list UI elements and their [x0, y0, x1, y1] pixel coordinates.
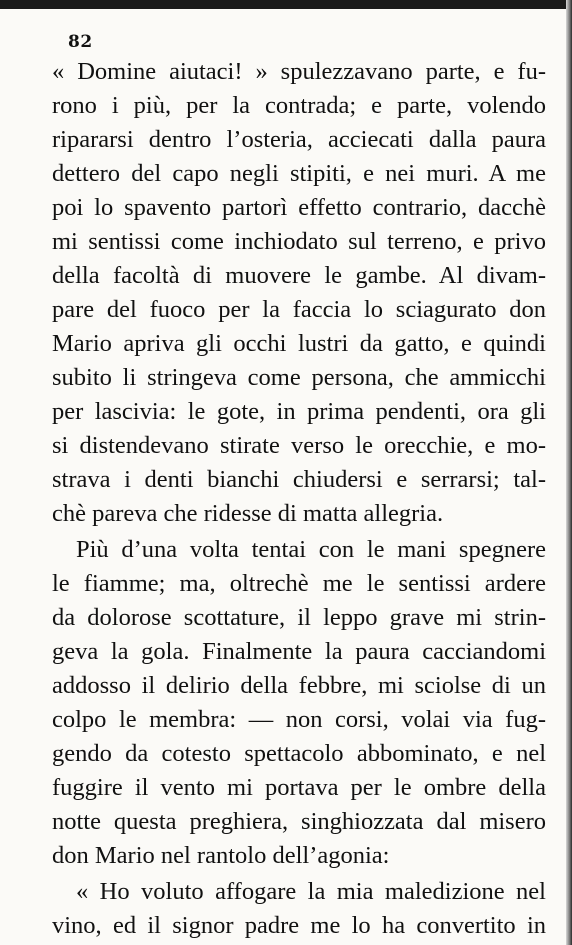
text-line: chè pareva che ridesse di matta allegria.: [52, 500, 444, 527]
text-line: per lascivia: le gote, in prima pendenti, ora gli: [52, 398, 546, 425]
text-line: « Ho voluto affogare la mia maledizione nel: [76, 878, 546, 905]
body-text: [52, 55, 546, 943]
text-line: notte questa preghiera, singhiozzata dal misero: [52, 808, 546, 835]
text-line: le fiamme; ma, oltrechè me le sentissi ardere: [52, 570, 546, 597]
page-binding-edge: [566, 0, 572, 945]
text-line: Più d’una volta tentai con le mani spegnere: [76, 536, 546, 563]
text-line: Mario apriva gli occhi lustri da gatto, e quindi: [52, 330, 546, 357]
text-line: vino, ed il signor padre me lo ha convertito in: [52, 912, 546, 939]
text-line: pare del fuoco per la faccia lo sciagurato don: [52, 296, 546, 323]
text-line: addosso il delirio della febbre, mi sciolse di un: [52, 672, 546, 699]
text-line: della facoltà di muovere le gambe. Al divam-: [52, 262, 546, 289]
text-line: gendo da cotesto spettacolo abbominato, e nel: [52, 740, 546, 767]
text-line: poi lo spavento partorì effetto contrario, dacchè: [52, 194, 546, 221]
text-line: si distendevano stirate verso le orecchie, e mo-: [52, 432, 546, 459]
text-line: strava i denti bianchi chiudersi e serrarsi; tal-: [52, 466, 546, 493]
text-line: « Domine aiutaci! » spulezzavano parte, e fu-: [52, 58, 546, 85]
text-line: rono i più, per la contrada; e parte, volendo: [52, 92, 546, 119]
text-line: da dolorose scottature, il leppo grave mi strin-: [52, 604, 546, 631]
paragraph: [52, 55, 546, 531]
text-line: mi sentissi come inchiodato sul terreno, e privo: [52, 228, 546, 255]
text-line: geva la gola. Finalmente la paura cacciandomi: [52, 638, 546, 665]
text-line: colpo le membra: — non corsi, volai via fug-: [52, 706, 546, 733]
text-line: subito li stringeva come persona, che ammicchi: [52, 364, 546, 391]
text-line: fuggire il vento mi portava per le ombre della: [52, 774, 546, 801]
paragraph: [52, 875, 546, 943]
text-line: don Mario nel rantolo dell’agonia:: [52, 842, 390, 869]
paragraph: [52, 533, 546, 873]
text-line: dettero del capo negli stipiti, e nei muri. A me: [52, 160, 546, 187]
text-line: ripararsi dentro l’osteria, acciecati dalla paura: [52, 126, 546, 153]
page-number: 82: [68, 32, 93, 52]
page-top-edge: [0, 0, 572, 9]
